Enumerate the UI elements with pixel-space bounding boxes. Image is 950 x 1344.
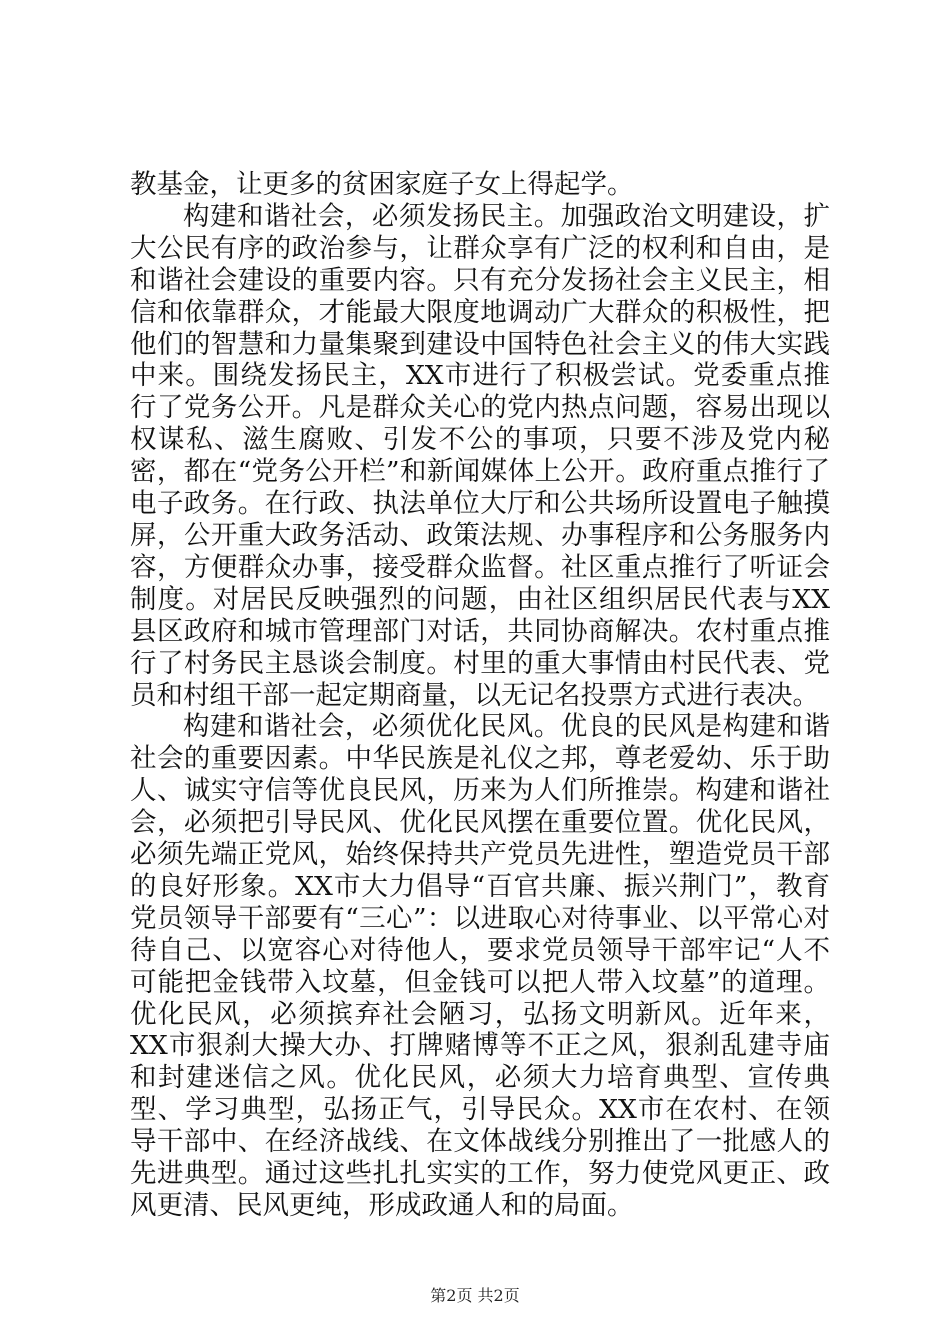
paragraph-folk-customs: 构建和谐社会，必须优化民风。优良的民风是构建和谐社会的重要因素。中华民族是礼仪之邦，尊老爱幼、乐于助人、诚实守信等优良民风，历来为人们所推崇。构建和谐社会，必须把引导民风、优化民风摆在重要位置。优化民风，必须先端正党风，始终保持共产党员先进性，塑造党员干部的良好形象。XX市大力倡导“百官共廉、振兴荆门”，教育党员领导干部要有“三心”：以进取心对待事业、以平常心对待自己、以宽容心对待他人，要求党员领导干部牢记“人不可能把金钱带入坟墓，但金钱可以把人带入坟墓”的道理。优化民风，必须摈弃社会陋习，弘扬文明新风。近年来，XX市狠刹大操大办、打牌赌博等不正之风，狠刹乱建寺庙和封建迷信之风。优化民风，必须大力培育典型、宣传典型、学习典型，弘扬正气，引导民众。XX市在农村、在领导干部中、在经济战线、在文体战线分别推出了一批感人的先进典型。通过这些扎扎实实的工作，努力使党风更正、政风更清、民风更纯，形成政通人和的局面。	[130, 711, 830, 1221]
paragraph-continuation: 教基金，让更多的贫困家庭子女上得起学。	[130, 169, 634, 200]
paragraph-democracy: 构建和谐社会，必须发扬民主。加强政治文明建设，扩大公民有序的政治参与，让群众享有广泛的权利和自由，是和谐社会建设的重要内容。只有充分发扬社会主义民主，相信和依靠群众，才能最大限度地调动广大群众的积极性，把他们的智慧和力量集聚到建设中国特色社会主义的伟大实践中来。围绕发扬民主，XX市进行了积极尝试。党委重点推行了党务公开。凡是群众关心的党内热点问题，容易出现以权谋私、滋生腐败、引发不公的事项，只要不涉及党内秘密，都在“党务公开栏”和新闻媒体上公开。政府重点推行了电子政务。在行政、执法单位大厅和公共场所设置电子触摸屏，公开重大政务活动、政策法规、办事程序和公务服务内容，方便群众办事，接受群众监督。社区重点推行了听证会制度。对居民反映强烈的问题，由社区组织居民代表与XX县区政府和城市管理部门对话，共同协商解决。农村重点推行了村务民主恳谈会制度。村里的重大事情由村民代表、党员和村组干部一起定期商量，以无记名投票方式进行表决。	[130, 200, 830, 711]
page-number-footer: 第2页 共2页	[430, 1286, 520, 1305]
document-body	[130, 169, 830, 1222]
